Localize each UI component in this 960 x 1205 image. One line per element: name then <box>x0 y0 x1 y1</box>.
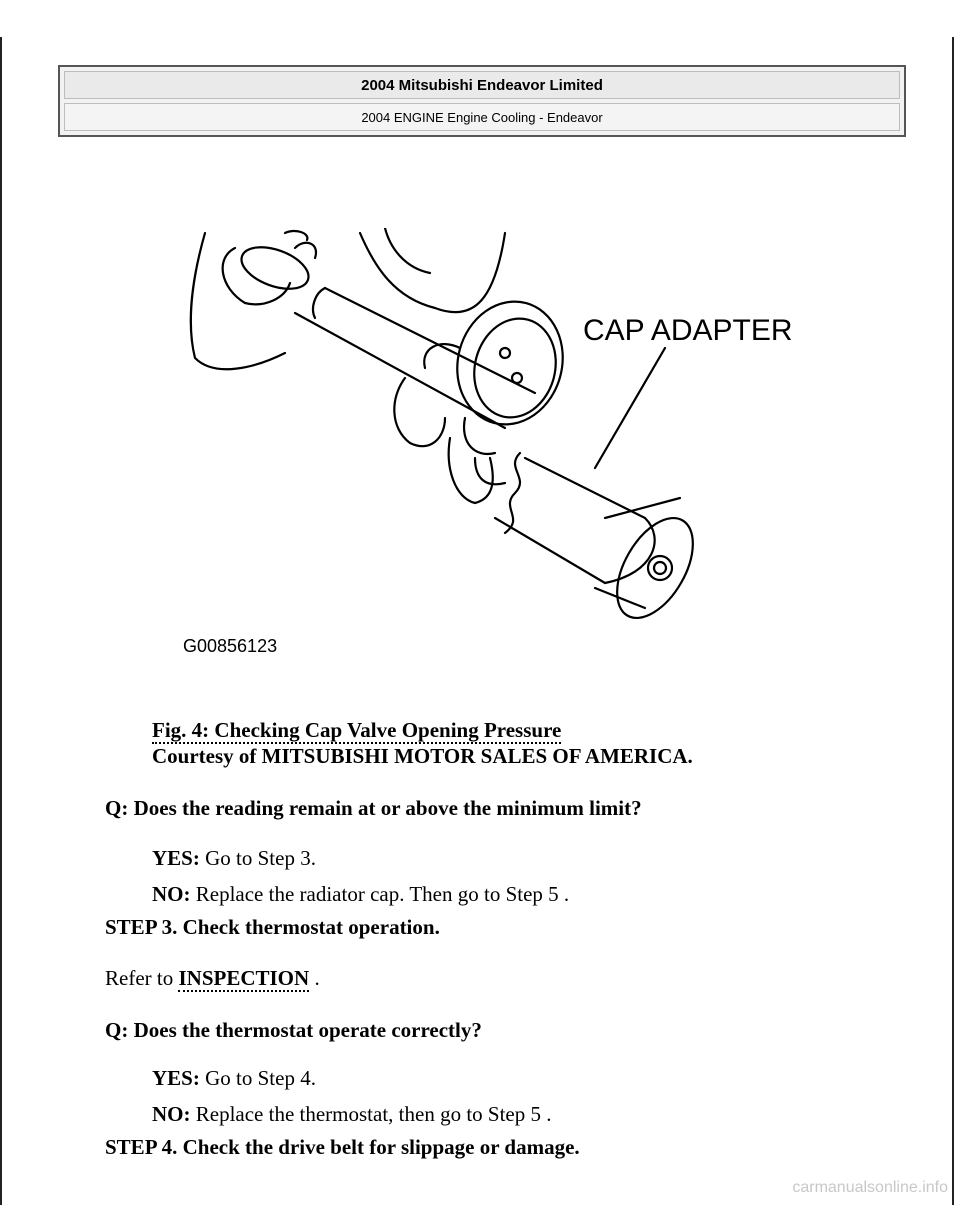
image-code: G00856123 <box>183 636 278 656</box>
step-4-heading: STEP 4. Check the drive belt for slippage or damage. <box>105 1135 580 1159</box>
refer-line <box>105 968 320 989</box>
q2-yes-text: Go to Step 4. <box>199 1066 316 1090</box>
figure-courtesy: Courtesy of MITSUBISHI MOTOR SALES OF AMERICA. <box>152 744 693 768</box>
header-subtitle: 2004 ENGINE Engine Cooling - Endeavor <box>64 103 900 131</box>
callout-label: CAP ADAPTER <box>583 314 793 347</box>
cap-adapter-illustration <box>175 228 800 658</box>
q2-yes-answer <box>152 1068 316 1089</box>
q2-no-text: Replace the thermostat, then go to Step 5 . <box>190 1102 552 1126</box>
figure-caption-link[interactable]: Fig. 4: Checking Cap Valve Opening Pressure <box>152 718 562 742</box>
document-header <box>58 65 906 137</box>
q1-yes-answer <box>152 848 316 869</box>
q1-yes-label: YES: <box>152 846 200 870</box>
refer-suffix: . <box>309 966 320 990</box>
q2-yes-label: YES: <box>152 1066 200 1090</box>
q2-no-answer <box>152 1104 552 1125</box>
question-2: Q: Does the thermostat operate correctly? <box>105 1018 482 1042</box>
watermark: carmanualsonline.info <box>792 1179 948 1196</box>
refer-prefix: Refer to <box>105 966 179 990</box>
inspection-link[interactable]: INSPECTION <box>178 966 310 990</box>
step-3-heading: STEP 3. Check thermostat operation. <box>105 915 440 939</box>
figure-caption <box>152 720 561 741</box>
q2-no-label: NO: <box>152 1102 191 1126</box>
header-title: 2004 Mitsubishi Endeavor Limited <box>64 71 900 99</box>
q1-no-text: Replace the radiator cap. Then go to Step 5 . <box>190 882 570 906</box>
q1-no-answer <box>152 884 569 905</box>
q1-yes-text: Go to Step 3. <box>199 846 316 870</box>
q1-no-label: NO: <box>152 882 191 906</box>
question-1: Q: Does the reading remain at or above the minimum limit? <box>105 796 642 820</box>
